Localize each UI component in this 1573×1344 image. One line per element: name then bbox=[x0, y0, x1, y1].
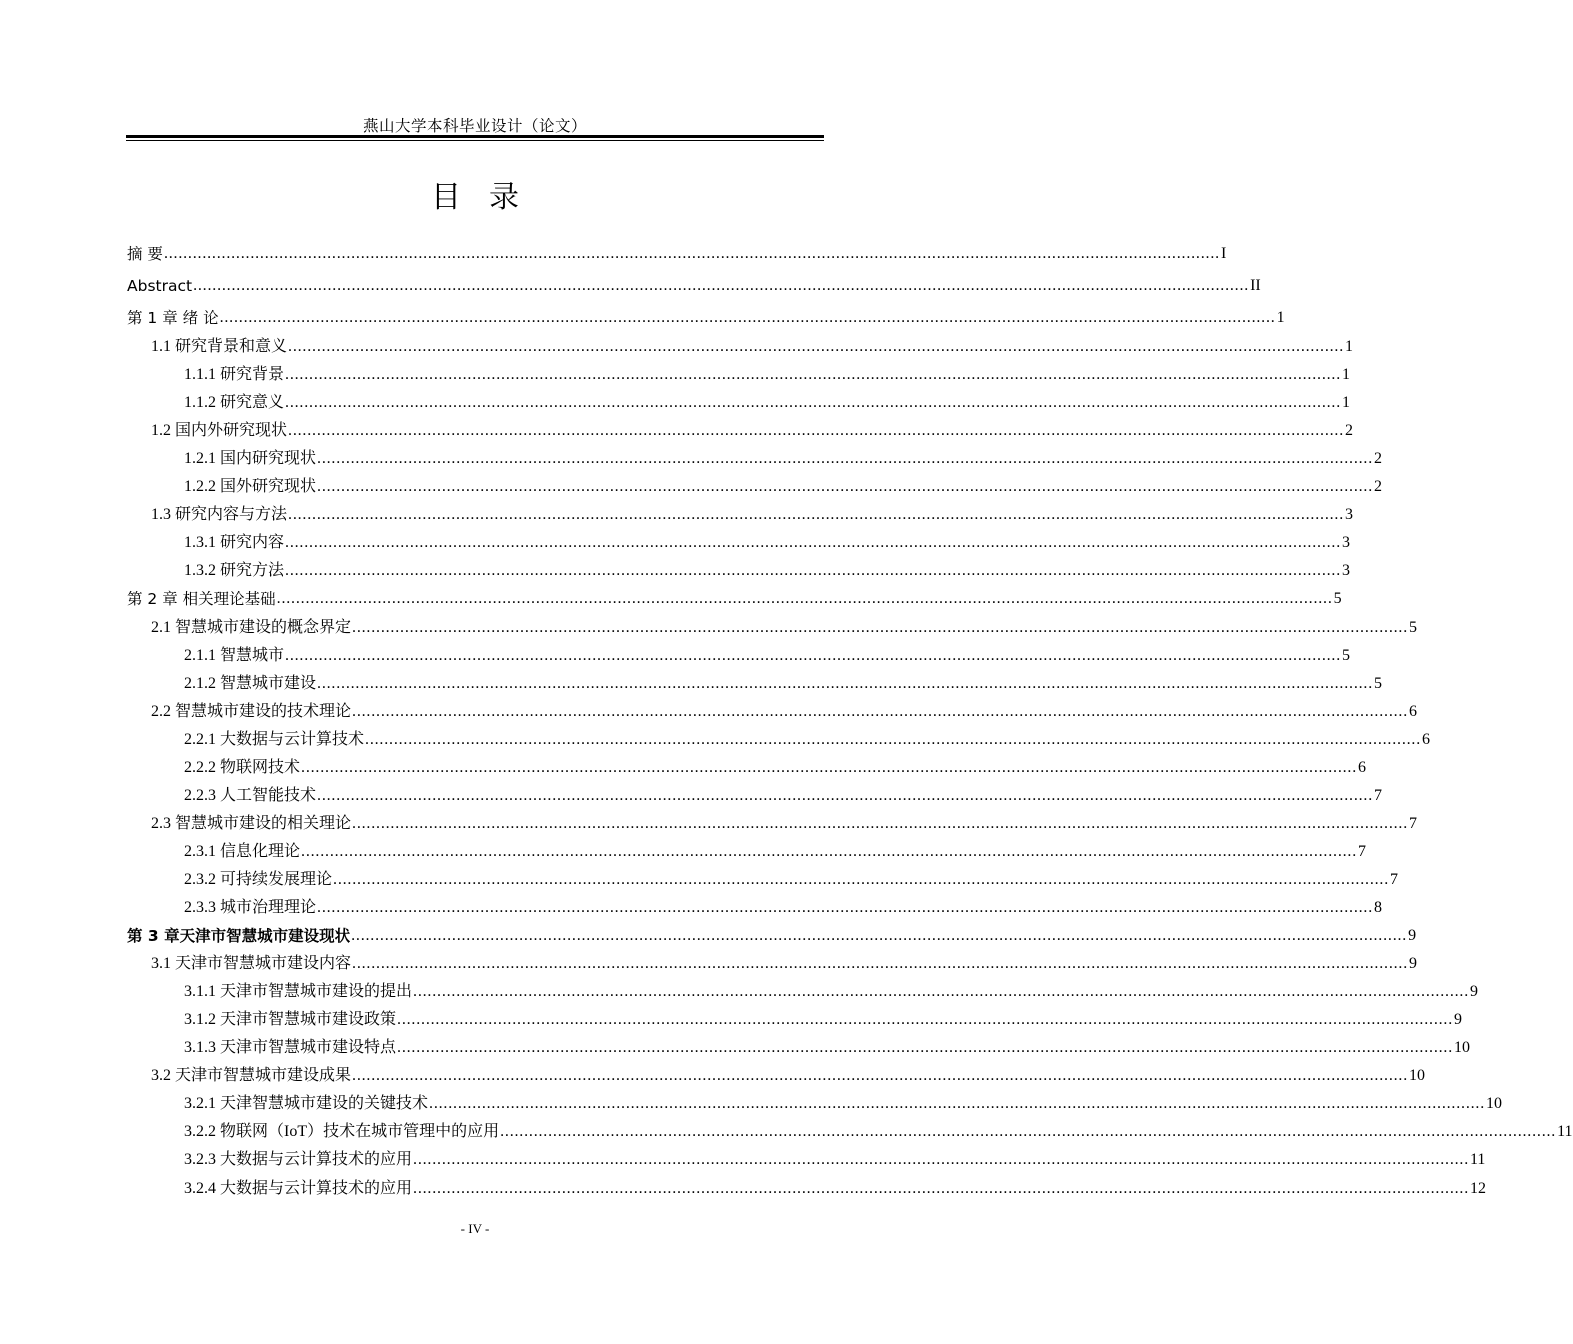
toc-entry-label: 第 2 章 相关理论基础 bbox=[127, 590, 276, 609]
toc-entry-label: 3.2.1 天津智慧城市建设的关键技术 bbox=[184, 1095, 429, 1113]
toc-entry-page: 6 bbox=[1409, 702, 1418, 720]
toc-entry-label: 1.2 国内外研究现状 bbox=[151, 422, 288, 440]
toc-entry-page: 9 bbox=[1470, 983, 1479, 1001]
toc-entry-page: 5 bbox=[1409, 618, 1418, 636]
toc-leader-dots: ............................................................................................................................................................................................................................ bbox=[352, 955, 1409, 973]
toc-entry-label: 2.3 智慧城市建设的相关理论 bbox=[151, 814, 352, 832]
toc-entry[interactable] bbox=[184, 750, 1367, 778]
toc-entry[interactable] bbox=[184, 638, 1351, 666]
toc-leader-dots: ............................................................................................................................................................................................................................ bbox=[351, 927, 1408, 945]
toc-entry-page: II bbox=[1250, 277, 1261, 294]
header-rule-thick bbox=[126, 135, 824, 138]
toc-entry-label: 第 1 章 绪 论 bbox=[127, 309, 219, 327]
toc-entry[interactable] bbox=[184, 834, 1367, 862]
toc-entry-label: 1.3.2 研究方法 bbox=[184, 562, 285, 580]
toc-leader-dots: ............................................................................................................................................................................................................................ bbox=[288, 506, 1345, 524]
toc-title: 目录 bbox=[431, 180, 547, 215]
toc-entry-page: 9 bbox=[1454, 1011, 1463, 1029]
toc-entry-page: 2 bbox=[1374, 450, 1383, 468]
toc-leader-dots: ............................................................................................................................................................................................................................ bbox=[397, 1011, 1454, 1029]
toc-leader-dots: ............................................................................................................................................................................................................................ bbox=[413, 1179, 1470, 1197]
toc-entry-page: 2 bbox=[1345, 422, 1354, 440]
running-header: 燕山大学本科毕业设计（论文） bbox=[362, 118, 587, 135]
toc-leader-dots: ............................................................................................................................................................................................................................ bbox=[333, 870, 1390, 888]
toc-leader-dots: ............................................................................................................................................................................................................................ bbox=[500, 1123, 1557, 1141]
toc-entry-page: 9 bbox=[1409, 955, 1418, 973]
page-number: - IV - bbox=[460, 1221, 490, 1236]
toc-entry[interactable] bbox=[151, 694, 1418, 722]
toc-entry-page: 5 bbox=[1342, 646, 1351, 664]
toc-leader-dots: ............................................................................................................................................................................................................................ bbox=[163, 245, 1220, 262]
toc-leader-dots: ............................................................................................................................................................................................................................ bbox=[365, 730, 1422, 748]
toc-entry[interactable] bbox=[184, 385, 1351, 413]
toc-leader-dots: ............................................................................................................................................................................................................................ bbox=[285, 366, 1342, 384]
toc-entry-label: 2.3.3 城市治理理论 bbox=[184, 899, 317, 916]
toc-entry-label: 3.2.2 物联网（IoT）技术在城市管理中的应用 bbox=[184, 1123, 500, 1141]
toc-entry[interactable] bbox=[184, 441, 1383, 469]
toc-entry[interactable] bbox=[151, 610, 1418, 638]
toc-entry[interactable] bbox=[127, 268, 1261, 296]
toc-leader-dots: ............................................................................................................................................................................................................................ bbox=[352, 1067, 1409, 1085]
toc-entry-label: 2.2.2 物联网技术 bbox=[184, 758, 301, 776]
toc-leader-dots: ............................................................................................................................................................................................................................ bbox=[301, 758, 1358, 776]
toc-entry-label: 2.1.2 智慧城市建设 bbox=[184, 674, 317, 692]
toc-entry-page: 1 bbox=[1345, 338, 1354, 355]
toc-entry[interactable] bbox=[184, 974, 1479, 1002]
toc-entry-page: 10 bbox=[1486, 1095, 1503, 1113]
toc-entry[interactable] bbox=[151, 413, 1354, 441]
toc-entry-label: 3.1.3 天津市智慧城市建设特点 bbox=[184, 1039, 397, 1057]
toc-leader-dots: ............................................................................................................................................................................................................................ bbox=[317, 478, 1374, 496]
toc-leader-dots: ............................................................................................................................................................................................................................ bbox=[285, 562, 1342, 580]
toc-entry-page: 7 bbox=[1358, 842, 1367, 860]
toc-entry-page: 3 bbox=[1342, 534, 1351, 552]
toc-entry-page: 3 bbox=[1342, 562, 1351, 580]
toc-entry-page: 6 bbox=[1422, 730, 1431, 748]
toc-leader-dots: ............................................................................................................................................................................................................................ bbox=[317, 899, 1374, 916]
toc-leader-dots: ............................................................................................................................................................................................................................ bbox=[429, 1095, 1486, 1113]
toc-entry-page: 3 bbox=[1345, 506, 1354, 524]
toc-leader-dots: ............................................................................................................................................................................................................................ bbox=[285, 646, 1342, 664]
toc-entry-page: 5 bbox=[1333, 590, 1342, 608]
toc-entry[interactable] bbox=[184, 469, 1383, 497]
toc-entry-label: 1.3 研究内容与方法 bbox=[151, 506, 288, 524]
toc-entry-page: 11 bbox=[1470, 1151, 1486, 1169]
toc-entry-label: 1.1.1 研究背景 bbox=[184, 366, 285, 384]
toc-entry[interactable] bbox=[184, 1086, 1503, 1114]
toc-entry[interactable] bbox=[127, 581, 1342, 609]
toc-entry-page: 10 bbox=[1409, 1067, 1426, 1085]
toc-entry-label: 2.1.1 智慧城市 bbox=[184, 646, 285, 664]
toc-entry-label: Abstract bbox=[127, 277, 193, 295]
toc-entry-label: 1.1 研究背景和意义 bbox=[151, 338, 288, 355]
toc-entry[interactable] bbox=[151, 329, 1354, 357]
toc-leader-dots: ............................................................................................................................................................................................................................ bbox=[352, 618, 1409, 636]
toc-entry[interactable] bbox=[184, 357, 1351, 385]
toc-entry-label: 1.2.2 国外研究现状 bbox=[184, 478, 317, 496]
toc-entry-label: 3.2.3 大数据与云计算技术的应用 bbox=[184, 1151, 413, 1169]
toc-entry-label: 3.2 天津市智慧城市建设成果 bbox=[151, 1067, 352, 1085]
toc-entry-label: 2.3.2 可持续发展理论 bbox=[184, 870, 333, 888]
toc-leader-dots: ............................................................................................................................................................................................................................ bbox=[317, 786, 1374, 804]
toc-leader-dots: ............................................................................................................................................................................................................................ bbox=[285, 534, 1342, 552]
toc-entry[interactable] bbox=[184, 525, 1351, 553]
toc-entry-page: 11 bbox=[1557, 1123, 1573, 1141]
toc-entry[interactable] bbox=[184, 862, 1399, 890]
toc-entry-label: 1.3.1 研究内容 bbox=[184, 534, 285, 552]
toc-entry-page: 9 bbox=[1408, 927, 1417, 945]
toc-leader-dots: ............................................................................................................................................................................................................................ bbox=[397, 1039, 1454, 1057]
toc-leader-dots: ............................................................................................................................................................................................................................ bbox=[193, 277, 1250, 294]
toc-leader-dots: ............................................................................................................................................................................................................................ bbox=[276, 590, 1333, 608]
toc-entry-page: 1 bbox=[1342, 366, 1351, 384]
toc-entry-label: 1.2.1 国内研究现状 bbox=[184, 450, 317, 468]
toc-leader-dots: ............................................................................................................................................................................................................................ bbox=[288, 338, 1345, 355]
toc-entry-page: 10 bbox=[1454, 1039, 1471, 1057]
toc-entry-page: 7 bbox=[1374, 786, 1383, 804]
toc-leader-dots: ............................................................................................................................................................................................................................ bbox=[301, 842, 1358, 860]
toc-leader-dots: ............................................................................................................................................................................................................................ bbox=[285, 394, 1342, 412]
toc-entry[interactable] bbox=[184, 666, 1383, 694]
toc-leader-dots: ............................................................................................................................................................................................................................ bbox=[413, 983, 1470, 1001]
toc-entry[interactable] bbox=[184, 1114, 1573, 1142]
toc-entry-label: 3.2.4 大数据与云计算技术的应用 bbox=[184, 1179, 413, 1197]
toc-entry[interactable] bbox=[151, 1058, 1426, 1086]
toc-entry-page: 2 bbox=[1374, 478, 1383, 496]
toc-entry-label: 2.2.1 大数据与云计算技术 bbox=[184, 730, 365, 748]
header-rule-thin bbox=[126, 140, 824, 141]
toc-leader-dots: ............................................................................................................................................................................................................................ bbox=[317, 450, 1374, 468]
toc-entry[interactable] bbox=[151, 497, 1354, 525]
toc-leader-dots: ............................................................................................................................................................................................................................ bbox=[317, 674, 1374, 692]
toc-entry-label: 2.1 智慧城市建设的概念界定 bbox=[151, 618, 352, 636]
toc-entry-label: 1.1.2 研究意义 bbox=[184, 394, 285, 412]
toc-entry-label: 2.2 智慧城市建设的技术理论 bbox=[151, 702, 352, 720]
toc-entry[interactable] bbox=[184, 1171, 1487, 1199]
toc-leader-dots: ............................................................................................................................................................................................................................ bbox=[413, 1151, 1470, 1169]
toc-entry-page: 8 bbox=[1374, 899, 1383, 916]
toc-entry-page: I bbox=[1220, 245, 1227, 262]
toc-entry-page: 7 bbox=[1390, 870, 1399, 888]
toc-entry[interactable] bbox=[151, 946, 1418, 974]
toc-leader-dots: ............................................................................................................................................................................................................................ bbox=[352, 702, 1409, 720]
toc-entry[interactable] bbox=[184, 1142, 1486, 1170]
toc-entry-label: 第 3 章天津市智慧城市建设现状 bbox=[127, 927, 351, 946]
toc-entry-label: 3.1.1 天津市智慧城市建设的提出 bbox=[184, 983, 413, 1001]
toc-entry[interactable] bbox=[127, 918, 1417, 946]
toc-entry[interactable] bbox=[184, 1002, 1463, 1030]
toc-entry-label: 2.3.1 信息化理论 bbox=[184, 842, 301, 860]
toc-entry[interactable] bbox=[184, 553, 1351, 581]
toc-entry[interactable] bbox=[151, 806, 1418, 834]
toc-leader-dots: ............................................................................................................................................................................................................................ bbox=[219, 309, 1276, 326]
toc-leader-dots: ............................................................................................................................................................................................................................ bbox=[288, 422, 1345, 440]
toc-entry-page: 6 bbox=[1358, 758, 1367, 776]
toc-entry[interactable] bbox=[184, 722, 1431, 750]
toc-entry-label: 2.2.3 人工智能技术 bbox=[184, 786, 317, 804]
toc-entry[interactable] bbox=[127, 300, 1285, 328]
toc-entry-page: 5 bbox=[1374, 674, 1383, 692]
toc-entry-page: 1 bbox=[1342, 394, 1351, 412]
toc-leader-dots: ............................................................................................................................................................................................................................ bbox=[352, 814, 1409, 832]
toc-entry-label: 3.1 天津市智慧城市建设内容 bbox=[151, 955, 352, 973]
toc-entry-label: 3.1.2 天津市智慧城市建设政策 bbox=[184, 1011, 397, 1029]
toc-entry-page: 1 bbox=[1276, 309, 1285, 326]
toc-entry[interactable] bbox=[184, 778, 1383, 806]
toc-entry[interactable] bbox=[184, 890, 1383, 918]
toc-entry-label: 摘 要 bbox=[127, 245, 163, 263]
toc-entry[interactable] bbox=[127, 236, 1227, 264]
toc-entry[interactable] bbox=[184, 1030, 1471, 1058]
toc-entry-page: 12 bbox=[1470, 1179, 1487, 1197]
toc-entry-page: 7 bbox=[1409, 814, 1418, 832]
